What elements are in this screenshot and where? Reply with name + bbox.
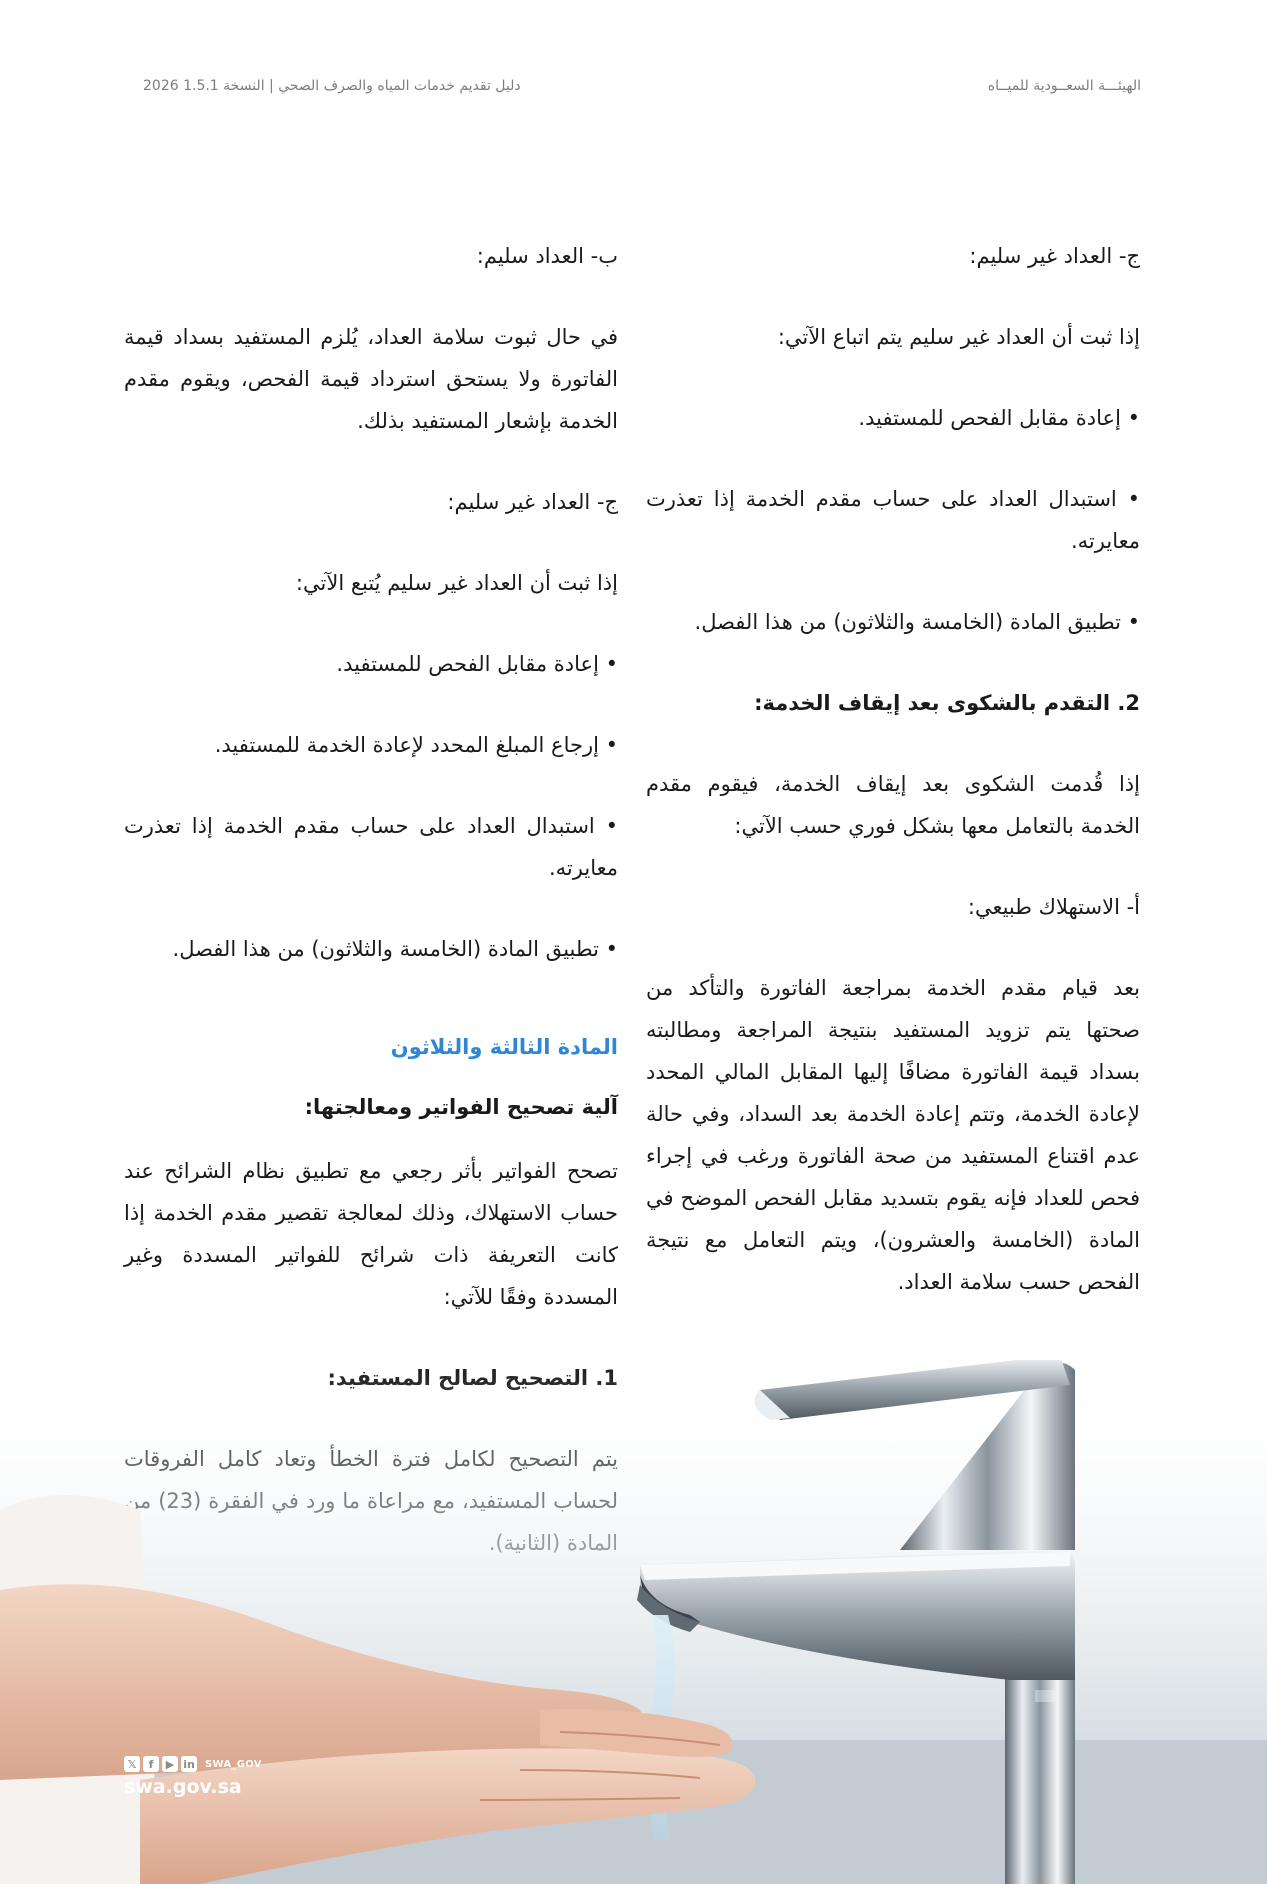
faucet-hands-photo <box>0 1360 1267 1884</box>
right-column <box>646 235 1140 1342</box>
facebook-icon[interactable]: f <box>143 1756 159 1772</box>
subsection-heading: ج- العداد غير سليم: <box>447 490 618 514</box>
social-handle[interactable]: SWA_GOV <box>205 1758 262 1770</box>
subsection-heading: ب- العداد سليم: <box>476 244 618 268</box>
bullet-item: • تطبيق المادة (الخامسة والثلاثون) من هذا الفصل. <box>694 610 1140 634</box>
paragraph: إذا ثبت أن العداد غير سليم يُتبع الآتي: <box>295 571 618 595</box>
page-header <box>0 78 1267 102</box>
paragraph: في حال ثبوت سلامة العداد، يُلزم المستفيد بسداد قيمة الفاتورة ولا يستحق استرداد قيمة الفحص، ويقوم مقدم الخدمة بإشعار المستفيد بذلك. <box>124 325 618 433</box>
social-links <box>124 1756 262 1772</box>
document-title: دليل تقديم خدمات المياه والصرف الصحي | النسخة 1.5.1 2026 <box>143 78 521 94</box>
bullet-item: • تطبيق المادة (الخامسة والثلاثون) من هذا الفصل. <box>172 937 618 961</box>
bullet-item: • إعادة مقابل الفحص للمستفيد. <box>858 406 1140 430</box>
paragraph: بعد قيام مقدم الخدمة بمراجعة الفاتورة والتأكد من صحتها يتم تزويد المستفيد بنتيجة المراجعة ومطالبته بسداد قيمة الفاتورة مضافًا إليها المقابل المالي المحدد لإعادة الخدمة، وتتم إعادة الخدمة بعد السداد، وفي حالة عدم اقتناع المستفيد من صحة الفاتورة ورغب في إجراء فحص للعداد فإنه يقوم بتسديد مقابل الفحص الموضح في المادة (الخامسة والعشرون)، ويتم التعامل مع نتيجة الفحص حسب سلامة العداد. <box>646 976 1140 1294</box>
bullet-item: • استبدال العداد على حساب مقدم الخدمة إذا تعذرت معايرته. <box>646 487 1140 553</box>
article-title: المادة الثالثة والثلاثون <box>390 1035 618 1059</box>
bullet-item: • استبدال العداد على حساب مقدم الخدمة إذا تعذرت معايرته. <box>124 814 618 880</box>
subsection-heading: ج- العداد غير سليم: <box>969 244 1140 268</box>
org-name: الهيئـــة السعــودية للميــاه <box>987 78 1141 94</box>
youtube-icon[interactable]: ▶ <box>162 1756 178 1772</box>
bullet-item: • إرجاع المبلغ المحدد لإعادة الخدمة للمستفيد. <box>214 733 618 757</box>
paragraph: إذا قُدمت الشكوى بعد إيقاف الخدمة، فيقوم مقدم الخدمة بالتعامل معها بشكل فوري حسب الآتي: <box>646 772 1140 838</box>
x-icon[interactable]: 𝕏 <box>124 1756 140 1772</box>
article-subtitle: آلية تصحيح الفواتير ومعالجتها: <box>304 1095 618 1119</box>
linkedin-icon[interactable]: in <box>181 1756 197 1772</box>
numbered-heading: 2. التقدم بالشكوى بعد إيقاف الخدمة: <box>754 691 1140 715</box>
paragraph: إذا ثبت أن العداد غير سليم يتم اتباع الآتي: <box>777 325 1140 349</box>
subsection-heading: أ- الاستهلاك طبيعي: <box>967 895 1140 919</box>
bullet-item: • إعادة مقابل الفحص للمستفيد. <box>336 652 618 676</box>
page-footer <box>124 1756 262 1798</box>
paragraph: تصحح الفواتير بأثر رجعي مع تطبيق نظام الشرائح عند حساب الاستهلاك، وذلك لمعالجة تقصير مقدم الخدمة إذا كانت التعريفة ذات شرائح للفواتير المسددة وغير المسددة وفقًا للآتي: <box>124 1159 618 1309</box>
website-link[interactable]: swa.gov.sa <box>124 1776 242 1798</box>
